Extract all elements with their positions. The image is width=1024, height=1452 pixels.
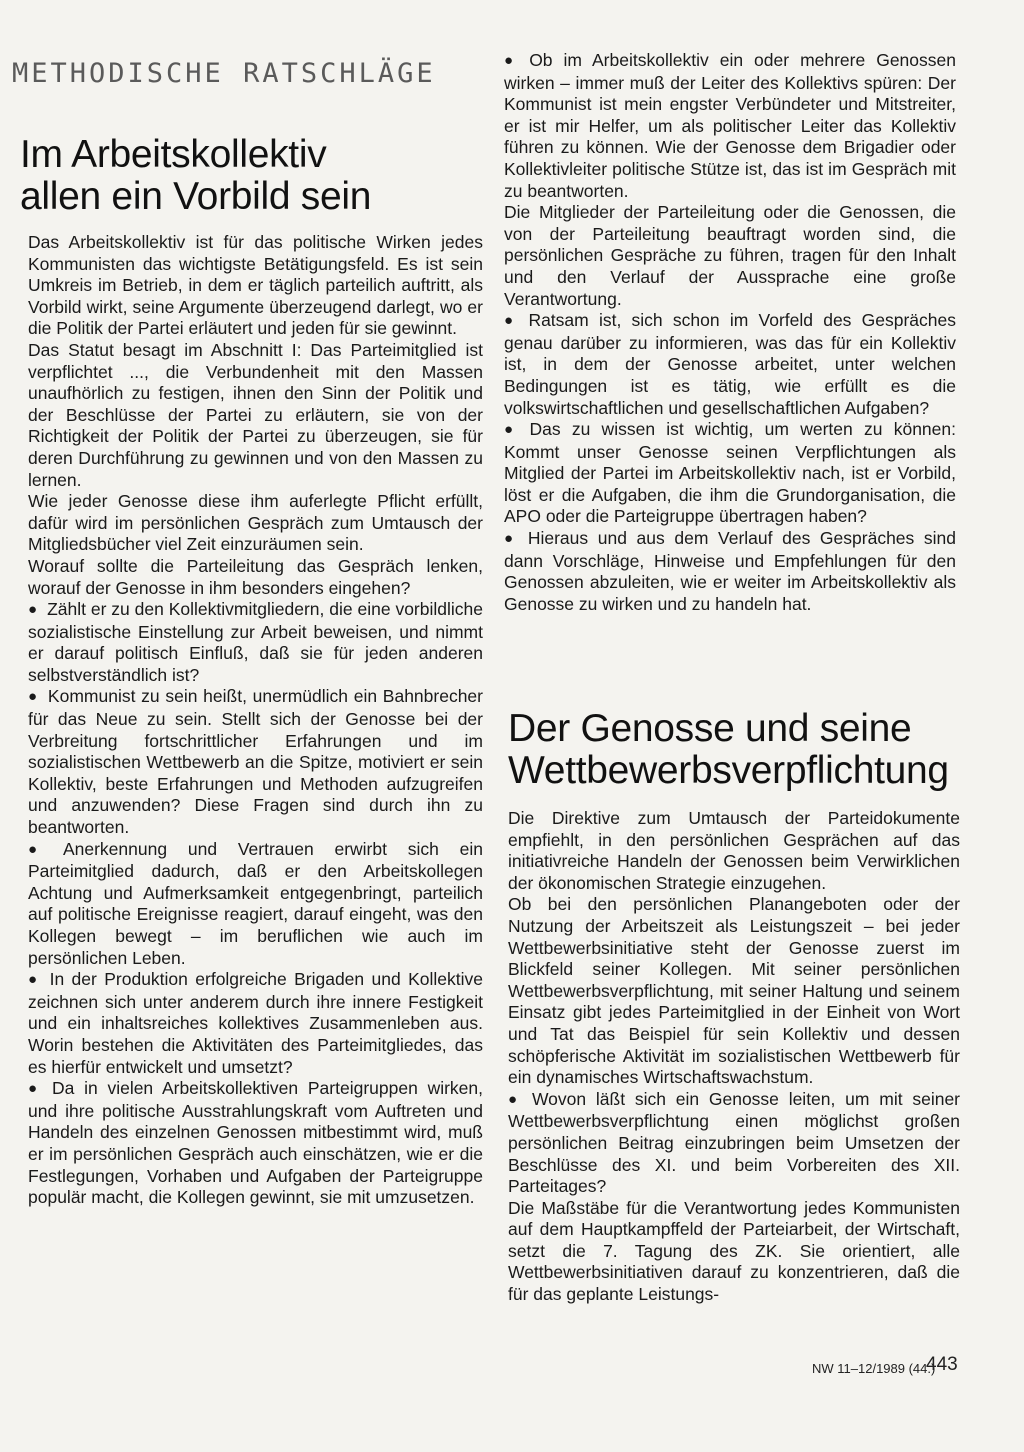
issue-reference: NW 11–12/1989 (44.) xyxy=(812,1361,936,1376)
article1-body-left xyxy=(28,232,483,1209)
article2-title-line2: Wettbewerbsverpflichtung xyxy=(508,749,949,792)
article1-body-right xyxy=(504,50,956,615)
article1-bullet-paragraph: ● Das zu wissen ist wichtig, um werten zu können: Kommt unser Genosse seinen Verpflichtungen als Mitglied der Partei im Arbeitskollektiv nach, ist er Vorbild, löst er die Aufgaben, die ihm die Grundorganisation, die APO oder die Parteigruppe übertragen haben? xyxy=(504,419,956,528)
article2-body xyxy=(508,808,960,1306)
article1-bullet-paragraph: ● Anerkennung und Vertrauen erwirbt sich ein Parteimitglied dadurch, daß er den Arbeitskollegen Achtung und Aufmerksamkeit entgegenbringt, parteilich auf politische Ereignisse reagiert, darauf eingeht, was den Kollegen bewegt – im beruflichen wie auch im persönlichen Leben. xyxy=(28,839,483,970)
article1-bullet-paragraph: ● Ob im Arbeitskollektiv ein oder mehrere Genossen wirken – immer muß der Leiter des Kollektivs spüren: Der Kommunist ist mein engster Verbündeter und Mitstreiter, er ist mir Helfer, um als politischer Leiter das Kollektiv führen zu können. Wie der Genosse dem Brigadier oder Kollektivleiter politische Stütze ist, das ist im Gespräch mit zu beantworten. xyxy=(504,50,956,202)
article1-headline xyxy=(20,134,480,218)
article1-paragraph: Das Arbeitskollektiv ist für das politische Wirken jedes Kommunisten das wichtigste Betätigungsfeld. Es ist sein Umkreis im Betrieb, in dem er täglich parteilich auftritt, als Vorbild wirkt, seine Argumente überzeugend darlegt, wo er die Politik der Partei erläutert und jeden für sie gewinnt. xyxy=(28,232,483,339)
article2-paragraph: Die Direktive zum Umtausch der Parteidokumente empfiehlt, in den persönlichen Gesprächen auf das initiativreiche Handeln der Genossen beim Verwirklichen der ökonomischen Strategie einzugehen. xyxy=(508,808,960,893)
article1-paragraph: Das Statut besagt im Abschnitt I: Das Parteimitglied ist verpflichtet ..., die Verbundenheit mit den Massen unaufhörlich zu festigen, ihnen den Sinn der Politik und der Beschlüsse der Partei zu erläutern, sie von der Richtigkeit der Politik der Partei zu überzeugen, sie für deren Durchführung zu gewinnen und von den Massen zu lernen. xyxy=(28,339,483,490)
article1-title-line2: allen ein Vorbild sein xyxy=(20,175,372,218)
article1-paragraph: Die Mitglieder der Parteileitung oder die Genossen, die von der Parteileitung beauftragt worden sind, die persönlichen Gespräche zu führen, tragen für den Inhalt und den Verlauf der Aussprache eine große Verantwortung. xyxy=(504,202,956,309)
page-number: 443 xyxy=(926,1354,958,1375)
article1-title-line1: Im Arbeitskollektiv xyxy=(20,133,327,176)
article2-headline xyxy=(508,708,978,792)
article2-title-line1: Der Genosse und seine xyxy=(508,707,912,750)
article2-bullet-paragraph: ● Wovon läßt sich ein Genosse leiten, um mit seiner Wettbewerbsverpflichtung einen möglichst großen persönlichen Beitrag einzubringen beim Umsetzen der Beschlüsse des XI. und beim Vorbereiten des XII. Parteitages? xyxy=(508,1089,960,1198)
article1-bullet-paragraph: ● Ratsam ist, sich schon im Vorfeld des Gespräches genau darüber zu informieren, was das für ein Kollektiv ist, in dem der Genosse arbeitet, unter welchen Bedingungen ist es tätig, wie erfüllt es die volkswirtschaftlichen und gesellschaftlichen Aufgaben? xyxy=(504,310,956,419)
article1-paragraph: Worauf sollte die Parteileitung das Gespräch lenken, worauf der Genosse in ihm besonders eingehen? xyxy=(28,555,483,598)
article1-bullet-paragraph: ● Kommunist zu sein heißt, unermüdlich ein Bahnbrecher für das Neue zu sein. Stellt sich der Genosse bei der Verbreitung fortschrittlicher Erfahrungen und im sozialistischen Wettbewerb an die Spitze, motiviert er sein Kollektiv, beste Erfahrungen und Methoden aufzugreifen und anzuwenden? Diese Fragen sind durch ihn zu beantworten. xyxy=(28,686,483,838)
article2-paragraph: Ob bei den persönlichen Planangeboten oder der Nutzung der Arbeitszeit als Leistungszeit – bei jeder Wettbewerbsinitiative steht der Genosse zuerst im Blickfeld seiner Kollegen. Mit seiner persönlichen Wettbewerbsverpflichtung, mit seiner Haltung und seinem Einsatz gibt jedes Parteimitglied in der Einheit von Wort und Tat das Beispiel für sein Kollektiv und dessen schöpferische Aktivität im sozialistischen Wettbewerb für ein dynamisches Wirtschaftswachstum. xyxy=(508,894,960,1088)
article2-paragraph: Die Maßstäbe für die Verantwortung jedes Kommunisten auf dem Hauptkampffeld der Parteiarbeit, der Wirtschaft, setzt die 7. Tagung des ZK. Sie orientiert, alle Wettbewerbsinitiativen darauf zu konzentrieren, daß die für das geplante Leistungs- xyxy=(508,1197,960,1305)
section-kicker: METHODISCHE RATSCHLÄGE xyxy=(12,58,436,89)
article1-bullet-paragraph: ● In der Produktion erfolgreiche Brigaden und Kollektive zeichnen sich unter anderem durch ihre innere Festigkeit und ein inhaltsreiches kollektives Zusammenleben aus. Worin bestehen die Aktivitäten des Parteimitgliedes, das es hierfür entwickelt und umsetzt? xyxy=(28,969,483,1078)
article1-bullet-paragraph: ● Hieraus und aus dem Verlauf des Gespräches sind dann Vorschläge, Hinweise und Empfehlungen für den Genossen abzuleiten, wie er weiter im Arbeitskollektiv als Genosse zu wirken und zu handeln hat. xyxy=(504,528,956,615)
article1-bullet-paragraph: ● Zählt er zu den Kollektivmitgliedern, die eine vorbildliche sozialistische Einstellung zur Arbeit beweisen, und nimmt er darauf politisch Einfluß, daß sie für jeden anderen selbstverständlich ist? xyxy=(28,599,483,686)
article1-paragraph: Wie jeder Genosse diese ihm auferlegte Pflicht erfüllt, dafür wird im persönlichen Gespräch zum Umtausch der Mitgliedsbücher viel Zeit einzuräumen sein. xyxy=(28,491,483,555)
article1-bullet-paragraph: ● Da in vielen Arbeitskollektiven Parteigruppen wirken, und ihre politische Ausstrahlungskraft vom Auftreten und Handeln des einzelnen Genossen mitbestimmt wird, muß er im persönlichen Gespräch auch einschätzen, wie er die Festlegungen, Vorhaben und Aufgaben der Parteigruppe populär macht, die Kollegen gewinnt, sie mit umzusetzen. xyxy=(28,1078,483,1209)
